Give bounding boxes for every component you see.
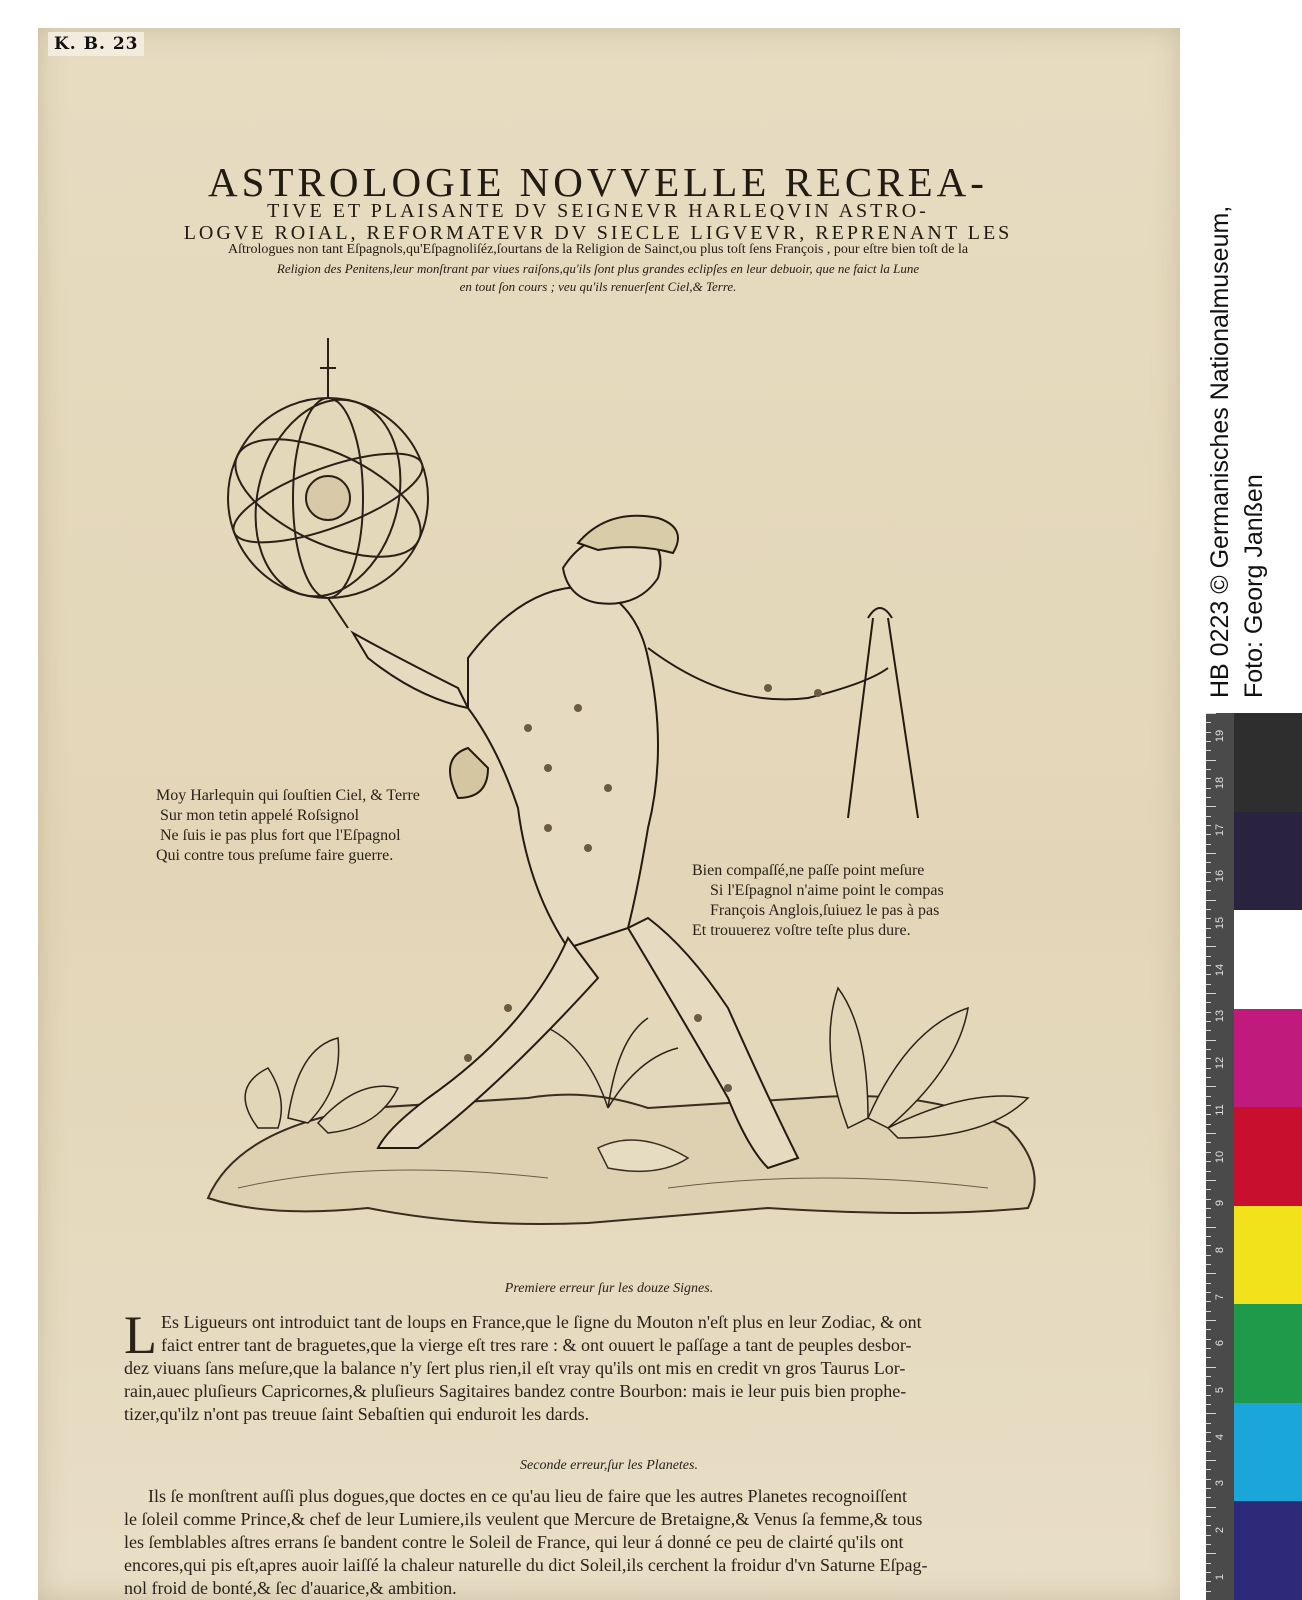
verse-right-line: Bien compaſſé,ne paſſe point meſure: [692, 862, 925, 879]
ruler-number: 18: [1214, 776, 1226, 790]
verse-left-line: Ne ſuis ie pas plus fort que l'Eſpagnol: [160, 827, 401, 844]
ruler-minor-tick: [1206, 1516, 1211, 1517]
ruler-minor-tick: [1206, 1199, 1211, 1200]
ruler-tick: [1206, 1553, 1216, 1554]
ruler-tick: [1206, 1227, 1216, 1228]
ruler-minor-tick: [1206, 834, 1211, 835]
ruler-minor-tick: [1206, 1544, 1211, 1545]
color-swatch: [1234, 910, 1302, 1009]
paragraph-line: encores,qui pis eſt,apres auoir laiſſé la chaleur naturelle du dict Soleil,ils cerchent la froidur d'vn Saturne Eſpag-: [124, 1555, 928, 1575]
verse-right-line: Et trouuerez voſtre teſte plus dure.: [692, 922, 911, 939]
ruler-minor-tick: [1206, 1161, 1211, 1162]
ruler-minor-tick: [1206, 881, 1211, 882]
ruler-number: 10: [1214, 1150, 1226, 1164]
ruler-minor-tick: [1206, 1021, 1211, 1022]
ruler-minor-tick: [1206, 937, 1211, 938]
ruler-minor-tick: [1206, 1525, 1211, 1526]
photo-credit: [1203, 38, 1271, 698]
ruler-minor-tick: [1206, 844, 1211, 845]
ruler-minor-tick: [1206, 1385, 1211, 1386]
ruler-minor-tick: [1206, 1208, 1211, 1209]
catalog-mark: K. B. 23: [48, 32, 144, 56]
verse-left-line: Qui contre tous preſume faire guerre.: [156, 847, 394, 864]
ruler-number: 1: [1214, 1573, 1226, 1581]
ruler-minor-tick: [1206, 890, 1211, 891]
ruler-minor-tick: [1206, 1002, 1211, 1003]
ruler-minor-tick: [1206, 1301, 1211, 1302]
ruler-minor-tick: [1206, 1114, 1211, 1115]
ruler-minor-tick: [1206, 1535, 1211, 1536]
ruler-tick: [1206, 946, 1216, 947]
section-2-paragraph: [124, 1485, 1099, 1600]
section-2-heading: Seconde erreur,ſur les Planetes.: [520, 1458, 698, 1473]
ruler-tick: [1206, 1133, 1216, 1134]
ruler-number: 3: [1214, 1479, 1226, 1487]
ruler-minor-tick: [1206, 1441, 1211, 1442]
paragraph-line: nol froid de bonté,& ſec d'auarice,& ambition.: [124, 1578, 457, 1598]
ruler-minor-tick: [1206, 965, 1211, 966]
paragraph-line: Es Ligueurs ont introduict tant de loups en France,que le ſigne du Mouton n'eſt plus en leur Zodiac, & ont: [161, 1312, 922, 1332]
ruler-tick: [1206, 993, 1216, 994]
ruler-minor-tick: [1206, 1563, 1211, 1564]
ruler-minor-tick: [1206, 816, 1211, 817]
ruler-tick: [1206, 1460, 1216, 1461]
ruler-tick: [1206, 806, 1216, 807]
ruler-minor-tick: [1206, 909, 1211, 910]
ruler-minor-tick: [1206, 918, 1211, 919]
ruler-minor-tick: [1206, 1572, 1211, 1573]
broadsheet-page: [38, 28, 1180, 1600]
ruler-minor-tick: [1206, 722, 1211, 723]
ruler-minor-tick: [1206, 1329, 1211, 1330]
verse-left: [156, 786, 420, 866]
ruler-minor-tick: [1206, 1264, 1211, 1265]
ruler-tick: [1206, 1507, 1216, 1508]
ruler-minor-tick: [1206, 797, 1211, 798]
credit-line-2: Foto: Georg Janßen: [1240, 474, 1268, 698]
ruler-minor-tick: [1206, 1245, 1211, 1246]
title-line-6: en tout ſon cours ; veu qu'ils renuerſent Ciel,& Terre.: [459, 279, 737, 294]
title-line-1: ASTROLOGIE NOVVELLE RECREA-: [208, 159, 988, 205]
color-swatch: [1234, 1107, 1302, 1206]
ruler-minor-tick: [1206, 825, 1211, 826]
ruler-minor-tick: [1206, 1348, 1211, 1349]
title-line-2: TIVE ET PLAISANTE DV SEIGNEVR HARLEQVIN ASTRO-: [267, 200, 929, 222]
ruler-minor-tick: [1206, 1376, 1211, 1377]
ruler-minor-tick: [1206, 1058, 1211, 1059]
ruler-minor-tick: [1206, 1142, 1211, 1143]
paragraph-line: dez viuans ſans meſure,que la balance n'y ſert plus rien,il eſt vray qu'ils ont mis en credit vn gros Taurus Lor-: [124, 1358, 906, 1378]
ruler-minor-tick: [1206, 1311, 1211, 1312]
ruler-minor-tick: [1206, 732, 1211, 733]
ruler-minor-tick: [1206, 862, 1211, 863]
drop-cap: L: [124, 1305, 157, 1365]
ruler-number: 8: [1214, 1246, 1226, 1254]
ruler-minor-tick: [1206, 1404, 1211, 1405]
ruler-minor-tick: [1206, 974, 1211, 975]
ruler-tick: [1206, 1086, 1216, 1087]
ruler-tick: [1206, 1273, 1216, 1274]
right-plant: [830, 988, 1028, 1138]
ruler-tick: [1206, 1320, 1216, 1321]
color-swatch: [1234, 1501, 1302, 1600]
ruler-tick: [1206, 1180, 1216, 1181]
ruler-number: 15: [1214, 916, 1226, 930]
ruler-minor-tick: [1206, 1236, 1211, 1237]
ruler-tick: [1206, 1413, 1216, 1414]
ruler-minor-tick: [1206, 1581, 1211, 1582]
ruler-number: 7: [1214, 1293, 1226, 1301]
section-1-paragraph: [124, 1305, 1099, 1426]
ruler-tick: [1206, 900, 1216, 901]
ruler-minor-tick: [1206, 956, 1211, 957]
ruler-minor-tick: [1206, 1591, 1211, 1592]
title-line-4: Aſtrologues non tant Eſpagnols,qu'Eſpagnoliſéz,ſourtans de la Religion de Sainct,ou plus toſt ſens François , pour eſtre bien toſt de la: [227, 242, 969, 257]
ruler-number: 2: [1214, 1526, 1226, 1534]
ruler-minor-tick: [1206, 1497, 1211, 1498]
ruler-number: 11: [1214, 1104, 1226, 1116]
ruler-number: 13: [1214, 1009, 1226, 1023]
ruler-minor-tick: [1206, 1077, 1211, 1078]
color-swatch: [1234, 1009, 1302, 1108]
ruler-tick: [1206, 713, 1216, 714]
ruler-minor-tick: [1206, 1049, 1211, 1050]
ruler-minor-tick: [1206, 1423, 1211, 1424]
verse-left-line: Sur mon tetin appelé Roſsignol: [160, 807, 360, 824]
ruler-minor-tick: [1206, 750, 1211, 751]
ruler-number: 14: [1214, 963, 1226, 977]
ruler-minor-tick: [1206, 1068, 1211, 1069]
verse-right-line: Si l'Eſpagnol n'aime point le compas: [710, 882, 944, 899]
ruler-minor-tick: [1206, 928, 1211, 929]
ruler-minor-tick: [1206, 778, 1211, 779]
ruler-minor-tick: [1206, 1357, 1211, 1358]
ruler-minor-tick: [1206, 1217, 1211, 1218]
ruler-minor-tick: [1206, 1395, 1211, 1396]
ruler-number: 9: [1214, 1199, 1226, 1207]
section-1-heading: Premiere erreur ſur les douze Signes.: [504, 1281, 714, 1296]
ruler-number: 4: [1214, 1433, 1226, 1441]
ruler-number: 5: [1214, 1386, 1226, 1394]
ruler-minor-tick: [1206, 1488, 1211, 1489]
ruler-minor-tick: [1206, 1030, 1211, 1031]
ruler-minor-tick: [1206, 741, 1211, 742]
measurement-ruler: [1206, 713, 1234, 1600]
ruler-minor-tick: [1206, 1283, 1211, 1284]
paragraph-line: faict entrer tant de braguetes,que la vierge eſt tres rare : & ont ouuert le paſſage a tant de peuples desbor-: [161, 1335, 912, 1355]
ruler-tick: [1206, 1040, 1216, 1041]
ruler-minor-tick: [1206, 1432, 1211, 1433]
credit-line-1: HB 0223 © Germanisches Nationalmuseum,: [1206, 205, 1234, 698]
ruler-minor-tick: [1206, 1105, 1211, 1106]
title-line-5: Religion des Penitens,leur monſtrant par viues raiſons,qu'ils ſont plus grandes eclipſes en leur debuoir, que ne faict la Lune: [276, 261, 920, 276]
ruler-minor-tick: [1206, 1189, 1211, 1190]
ruler-minor-tick: [1206, 1012, 1211, 1013]
ruler-minor-tick: [1206, 1451, 1211, 1452]
ruler-minor-tick: [1206, 1292, 1211, 1293]
ruler-minor-tick: [1206, 984, 1211, 985]
ruler-number: 16: [1214, 869, 1226, 883]
ruler-number: 12: [1214, 1056, 1226, 1070]
ruler-minor-tick: [1206, 1171, 1211, 1172]
color-swatch: [1234, 812, 1302, 911]
ruler-number: 6: [1214, 1339, 1226, 1347]
color-swatch: [1234, 1304, 1302, 1403]
paragraph-line: les ſemblables aſtres errans ſe bandent contre le Soleil de France, qui leur á donné ce peu de clairté qu'ils ont: [124, 1532, 904, 1552]
ruler-minor-tick: [1206, 1469, 1211, 1470]
ruler-minor-tick: [1206, 788, 1211, 789]
verse-right: [692, 861, 944, 941]
ruler-minor-tick: [1206, 872, 1211, 873]
ruler-number: 17: [1214, 823, 1226, 837]
paragraph-line: tizer,qu'ilz n'ont pas treuue ſaint Sebaſtien qui enduroit les dards.: [124, 1404, 590, 1424]
ruler-minor-tick: [1206, 1124, 1211, 1125]
ruler-minor-tick: [1206, 1152, 1211, 1153]
title-line-3: LOGVE ROIAL, REFORMATEVR DV SIECLE LIGVEVR, REPRENANT LES: [183, 222, 1013, 244]
paragraph-line: Ils ſe monſtrent auſſi plus dogues,que doctes en ce qu'au lieu de faire que les autres Planetes recognoiſſent: [148, 1486, 908, 1506]
ruler-tick: [1206, 760, 1216, 761]
color-swatch: [1234, 1403, 1302, 1502]
ruler-minor-tick: [1206, 1339, 1211, 1340]
verse-left-line: Moy Harlequin qui ſouſtien Ciel, & Terre: [156, 787, 420, 804]
ruler-minor-tick: [1206, 769, 1211, 770]
ruler-minor-tick: [1206, 1096, 1211, 1097]
armillary-sphere: [218, 338, 437, 628]
ruler-minor-tick: [1206, 1479, 1211, 1480]
color-swatch: [1234, 1206, 1302, 1305]
ruler-minor-tick: [1206, 1255, 1211, 1256]
paragraph-line: le ſoleil comme Prince,& chef de leur Lumiere,ils veulent que Mercure de Bretaigne,& Venus ſa femme,& tous: [124, 1509, 923, 1529]
ruler-tick: [1206, 853, 1216, 854]
paragraph-line: rain,auec pluſieurs Capricornes,& pluſieurs Sagitaires bandez contre Bourbon: mais ie leur puis bien prophe-: [124, 1381, 907, 1401]
color-swatch: [1234, 713, 1302, 812]
verse-right-line: François Anglois,ſuiuez le pas à pas: [710, 902, 940, 919]
ruler-tick: [1206, 1367, 1216, 1368]
ruler-number: 19: [1214, 729, 1226, 743]
